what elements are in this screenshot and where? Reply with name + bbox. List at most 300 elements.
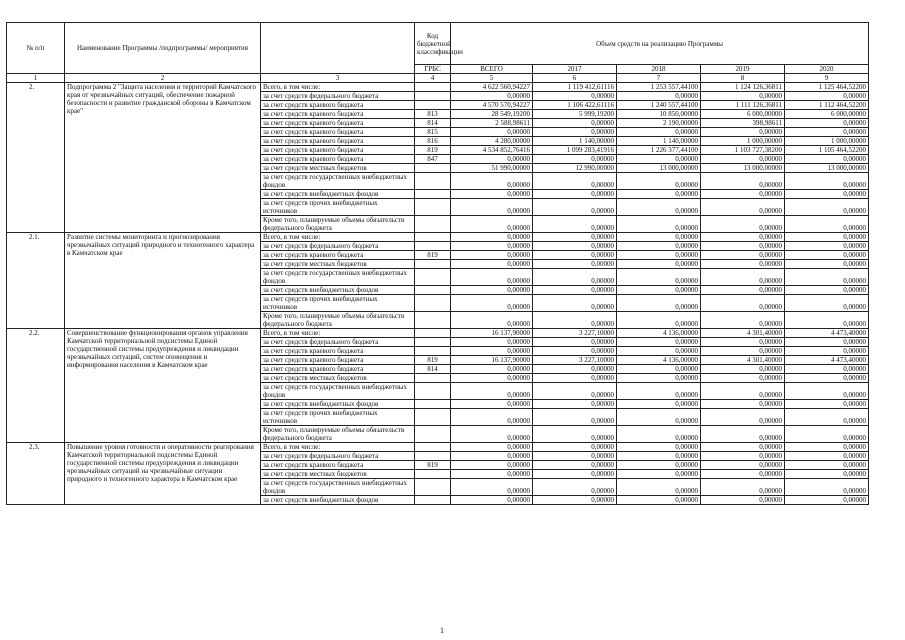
amount-total: 0,00000 bbox=[451, 269, 533, 286]
header-year: 2019 bbox=[701, 65, 785, 74]
amount-year: 0,00000 bbox=[617, 128, 701, 137]
amount-year: 0,00000 bbox=[785, 199, 869, 216]
grbs-code bbox=[415, 199, 451, 216]
amount-year: 0,00000 bbox=[701, 338, 785, 347]
amount-total: 0,00000 bbox=[451, 242, 533, 251]
funding-source: за счет средств краевого бюджета bbox=[261, 128, 415, 137]
amount-total: 16 137,90000 bbox=[451, 356, 533, 365]
grbs-code: 816 bbox=[415, 137, 451, 146]
header-source bbox=[261, 23, 415, 74]
grbs-code bbox=[415, 216, 451, 233]
grbs-code bbox=[415, 426, 451, 443]
amount-total: 2 588,98611 bbox=[451, 119, 533, 128]
amount-year: 13 000,00000 bbox=[785, 164, 869, 173]
amount-total: 0,00000 bbox=[451, 400, 533, 409]
header-grbs: ГРБС bbox=[415, 65, 451, 74]
amount-year: 0,00000 bbox=[701, 312, 785, 329]
amount-total: 0,00000 bbox=[451, 365, 533, 374]
amount-total: 0,00000 bbox=[451, 409, 533, 426]
amount-total: 0,00000 bbox=[451, 251, 533, 260]
amount-year: 1 103 727,38200 bbox=[701, 146, 785, 155]
table-row bbox=[7, 233, 869, 242]
amount-total: 0,00000 bbox=[451, 260, 533, 269]
amount-year: 0,00000 bbox=[785, 216, 869, 233]
amount-year: 0,00000 bbox=[785, 173, 869, 190]
grbs-code bbox=[415, 479, 451, 496]
amount-year: 0,00000 bbox=[617, 374, 701, 383]
amount-year: 0,00000 bbox=[533, 383, 617, 400]
amount-total: 0,00000 bbox=[451, 461, 533, 470]
column-index: 3 bbox=[261, 74, 415, 83]
amount-year: 0,00000 bbox=[785, 426, 869, 443]
amount-total: 0,00000 bbox=[451, 216, 533, 233]
amount-year: 4 301,40000 bbox=[701, 356, 785, 365]
amount-year: 0,00000 bbox=[617, 173, 701, 190]
amount-year: 0,00000 bbox=[701, 409, 785, 426]
grbs-code bbox=[415, 443, 451, 452]
amount-year: 0,00000 bbox=[785, 190, 869, 199]
amount-total: 0,00000 bbox=[451, 347, 533, 356]
funding-source: Кроме того, планируемые объемы обязательств федерального бюджета bbox=[261, 312, 415, 329]
amount-year: 0,00000 bbox=[785, 260, 869, 269]
grbs-code: 819 bbox=[415, 251, 451, 260]
amount-year: 0,00000 bbox=[617, 338, 701, 347]
amount-year: 0,00000 bbox=[701, 400, 785, 409]
column-index: 5 bbox=[451, 74, 533, 83]
amount-year: 0,00000 bbox=[617, 260, 701, 269]
amount-year: 0,00000 bbox=[785, 242, 869, 251]
amount-year: 0,00000 bbox=[701, 365, 785, 374]
table-body bbox=[7, 83, 869, 505]
column-index: 7 bbox=[617, 74, 701, 83]
amount-total: 0,00000 bbox=[451, 286, 533, 295]
funding-source: за счет средств федерального бюджета bbox=[261, 452, 415, 461]
amount-total: 0,00000 bbox=[451, 496, 533, 505]
amount-year: 0,00000 bbox=[701, 155, 785, 164]
amount-year: 0,00000 bbox=[701, 295, 785, 312]
amount-total: 0,00000 bbox=[451, 452, 533, 461]
grbs-code: 814 bbox=[415, 365, 451, 374]
amount-year: 0,00000 bbox=[785, 92, 869, 101]
amount-year: 0,00000 bbox=[533, 242, 617, 251]
amount-year: 0,00000 bbox=[533, 461, 617, 470]
funding-source: за счет средств местных бюджетов bbox=[261, 374, 415, 383]
amount-year: 0,00000 bbox=[533, 426, 617, 443]
funding-source: за счет средств местных бюджетов bbox=[261, 164, 415, 173]
grbs-code bbox=[415, 470, 451, 479]
amount-year: 0,00000 bbox=[617, 190, 701, 199]
program-funding-table bbox=[6, 22, 869, 505]
amount-total: 0,00000 bbox=[451, 479, 533, 496]
item-number: 2.3. bbox=[7, 443, 65, 505]
amount-total: 0,00000 bbox=[451, 155, 533, 164]
amount-year: 0,00000 bbox=[533, 128, 617, 137]
amount-year: 0,00000 bbox=[533, 470, 617, 479]
amount-year: 0,00000 bbox=[785, 452, 869, 461]
amount-year: 1 140,00000 bbox=[617, 137, 701, 146]
funding-source: Всего, в том числе: bbox=[261, 233, 415, 242]
funding-source: за счет средств краевого бюджета bbox=[261, 461, 415, 470]
amount-year: 0,00000 bbox=[617, 383, 701, 400]
amount-year: 0,00000 bbox=[701, 269, 785, 286]
amount-year: 0,00000 bbox=[617, 470, 701, 479]
amount-year: 0,00000 bbox=[533, 155, 617, 164]
amount-year: 0,00000 bbox=[701, 443, 785, 452]
amount-year: 0,00000 bbox=[701, 383, 785, 400]
amount-year: 0,00000 bbox=[533, 233, 617, 242]
amount-year: 1 226 377,44100 bbox=[617, 146, 701, 155]
amount-year: 0,00000 bbox=[701, 251, 785, 260]
amount-total: 0,00000 bbox=[451, 92, 533, 101]
funding-source: за счет средств краевого бюджета bbox=[261, 347, 415, 356]
funding-source: Всего, в том числе: bbox=[261, 83, 415, 92]
page-number: 1 bbox=[440, 626, 444, 635]
grbs-code bbox=[415, 233, 451, 242]
amount-year: 0,00000 bbox=[533, 119, 617, 128]
funding-source: за счет средств местных бюджетов bbox=[261, 470, 415, 479]
amount-year: 0,00000 bbox=[785, 312, 869, 329]
amount-year: 6 000,00000 bbox=[785, 110, 869, 119]
amount-year: 0,00000 bbox=[701, 286, 785, 295]
amount-year: 13 000,00000 bbox=[701, 164, 785, 173]
amount-year: 0,00000 bbox=[617, 92, 701, 101]
amount-year: 1 106 422,61116 bbox=[533, 101, 617, 110]
amount-year: 0,00000 bbox=[533, 365, 617, 374]
amount-year: 0,00000 bbox=[533, 269, 617, 286]
grbs-code bbox=[415, 92, 451, 101]
amount-total: 28 549,19200 bbox=[451, 110, 533, 119]
amount-total: 4 622 560,94227 bbox=[451, 83, 533, 92]
grbs-code bbox=[415, 496, 451, 505]
funding-source: за счет средств прочих внебюджетных источников bbox=[261, 409, 415, 426]
amount-year: 0,00000 bbox=[533, 400, 617, 409]
table-row bbox=[7, 443, 869, 452]
funding-source: за счет средств краевого бюджета bbox=[261, 110, 415, 119]
amount-year: 0,00000 bbox=[533, 173, 617, 190]
grbs-code: 813 bbox=[415, 110, 451, 119]
table-row bbox=[7, 83, 869, 92]
grbs-code bbox=[415, 190, 451, 199]
amount-year: 0,00000 bbox=[701, 496, 785, 505]
header-total: ВСЕГО bbox=[451, 65, 533, 74]
funding-source: за счет средств краевого бюджета bbox=[261, 356, 415, 365]
amount-total: 0,00000 bbox=[451, 443, 533, 452]
funding-source: за счет средств краевого бюджета bbox=[261, 365, 415, 374]
funding-source: за счет средств краевого бюджета bbox=[261, 155, 415, 164]
funding-source: за счет средств федерального бюджета bbox=[261, 92, 415, 101]
amount-year: 0,00000 bbox=[617, 452, 701, 461]
amount-year: 0,00000 bbox=[617, 269, 701, 286]
amount-total: 0,00000 bbox=[451, 190, 533, 199]
amount-year: 3 227,10000 bbox=[533, 356, 617, 365]
amount-year: 1 124 126,36811 bbox=[701, 83, 785, 92]
amount-total: 51 990,00000 bbox=[451, 164, 533, 173]
amount-year: 0,00000 bbox=[701, 173, 785, 190]
amount-year: 4 301,40000 bbox=[701, 329, 785, 338]
table-header bbox=[7, 23, 869, 83]
grbs-code bbox=[415, 295, 451, 312]
grbs-code bbox=[415, 383, 451, 400]
amount-year: 0,00000 bbox=[617, 496, 701, 505]
amount-year: 0,00000 bbox=[701, 92, 785, 101]
amount-year: 1 105 464,52200 bbox=[785, 146, 869, 155]
amount-year: 0,00000 bbox=[701, 470, 785, 479]
funding-source: за счет средств государственных внебюджетных фондов bbox=[261, 269, 415, 286]
funding-source: за счет средств краевого бюджета bbox=[261, 251, 415, 260]
amount-year: 0,00000 bbox=[701, 374, 785, 383]
amount-year: 0,00000 bbox=[617, 295, 701, 312]
amount-year: 13 000,00000 bbox=[617, 164, 701, 173]
funding-source: за счет средств внебюджетных фондов bbox=[261, 496, 415, 505]
grbs-code bbox=[415, 374, 451, 383]
amount-total: 16 137,90000 bbox=[451, 329, 533, 338]
header-num: № п/п bbox=[7, 23, 65, 74]
amount-year: 0,00000 bbox=[617, 479, 701, 496]
amount-year: 1 253 557,44100 bbox=[617, 83, 701, 92]
amount-year: 0,00000 bbox=[701, 479, 785, 496]
grbs-code: 847 bbox=[415, 155, 451, 164]
program-name: Совершенствование функционирования органов управления Камчатской территориальной подсистемы Единой государственной системы предупреждения и ликвидации чрезвычайных ситуаций, систем оповещения и информирования населения в Камчатском крае bbox=[65, 329, 261, 443]
amount-year: 1 119 412,61116 bbox=[533, 83, 617, 92]
amount-year: 0,00000 bbox=[617, 365, 701, 374]
amount-year: 0,00000 bbox=[701, 216, 785, 233]
item-number: 2.1. bbox=[7, 233, 65, 329]
amount-year: 0,00000 bbox=[617, 461, 701, 470]
header-year: 2018 bbox=[617, 65, 701, 74]
header-volume: Объем средств на реализацию Программы bbox=[451, 23, 869, 65]
amount-year: 0,00000 bbox=[785, 295, 869, 312]
amount-year: 0,00000 bbox=[617, 426, 701, 443]
funding-source: за счет средств государственных внебюджетных фондов bbox=[261, 479, 415, 496]
column-index: 2 bbox=[65, 74, 261, 83]
amount-year: 0,00000 bbox=[533, 347, 617, 356]
amount-year: 0,00000 bbox=[617, 199, 701, 216]
program-name: Подпрограмма 2 "Защита населения и территорий Камчатского края от чрезвычайных ситуаций, обеспечение пожарной безопасности и развитие гражданской обороны в Камчатском крае" bbox=[65, 83, 261, 233]
amount-year: 1 099 283,41916 bbox=[533, 146, 617, 155]
amount-total: 0,00000 bbox=[451, 374, 533, 383]
column-index: 4 bbox=[415, 74, 451, 83]
column-index: 9 bbox=[785, 74, 869, 83]
grbs-code bbox=[415, 329, 451, 338]
header-year: 2020 bbox=[785, 65, 869, 74]
amount-total: 0,00000 bbox=[451, 383, 533, 400]
amount-year: 10 850,00000 bbox=[617, 110, 701, 119]
amount-year: 0,00000 bbox=[785, 251, 869, 260]
amount-total: 0,00000 bbox=[451, 173, 533, 190]
funding-source: за счет средств местных бюджетов bbox=[261, 260, 415, 269]
amount-year: 3 227,10000 bbox=[533, 329, 617, 338]
amount-year: 0,00000 bbox=[785, 461, 869, 470]
amount-year: 1 140,00000 bbox=[533, 137, 617, 146]
amount-year: 0,00000 bbox=[533, 443, 617, 452]
amount-year: 1 240 557,44100 bbox=[617, 101, 701, 110]
column-index: 8 bbox=[701, 74, 785, 83]
header-year: 2017 bbox=[533, 65, 617, 74]
amount-year: 0,00000 bbox=[785, 338, 869, 347]
amount-year: 0,00000 bbox=[785, 374, 869, 383]
grbs-code: 819 bbox=[415, 146, 451, 155]
amount-year: 0,00000 bbox=[533, 479, 617, 496]
amount-year: 1 000,00000 bbox=[701, 137, 785, 146]
funding-source: за счет средств государственных внебюджетных фондов bbox=[261, 173, 415, 190]
amount-total: 0,00000 bbox=[451, 426, 533, 443]
funding-source: Кроме того, планируемые объемы обязательств федерального бюджета bbox=[261, 426, 415, 443]
amount-year: 1 000,00000 bbox=[785, 137, 869, 146]
program-name: Развитие системы мониторинга и прогнозирования чрезвычайных ситуаций природного и техногенного характера в Камчатском крае bbox=[65, 233, 261, 329]
amount-year: 0,00000 bbox=[785, 496, 869, 505]
amount-total: 0,00000 bbox=[451, 312, 533, 329]
grbs-code bbox=[415, 452, 451, 461]
amount-year: 0,00000 bbox=[533, 409, 617, 426]
amount-year: 4 136,00000 bbox=[617, 329, 701, 338]
amount-year: 0,00000 bbox=[533, 286, 617, 295]
amount-year: 0,00000 bbox=[785, 155, 869, 164]
program-name: Повышение уровня готовности и оперативности реагирования Камчатской территориальной подсистемы Единой государственной системы предупреждения и ликвидации чрезвычайных ситуаций на чрезвычайные ситуации природного и техногенного характера в Камчатском крае bbox=[65, 443, 261, 505]
funding-source: за счет средств государственных внебюджетных фондов bbox=[261, 383, 415, 400]
grbs-code bbox=[415, 242, 451, 251]
amount-year: 2 190,00000 bbox=[617, 119, 701, 128]
funding-source: за счет средств краевого бюджета bbox=[261, 146, 415, 155]
amount-year: 0,00000 bbox=[533, 452, 617, 461]
column-index: 1 bbox=[7, 74, 65, 83]
amount-year: 0,00000 bbox=[701, 347, 785, 356]
amount-year: 0,00000 bbox=[785, 470, 869, 479]
amount-year: 0,00000 bbox=[785, 383, 869, 400]
amount-year: 0,00000 bbox=[701, 260, 785, 269]
funding-source: за счет средств прочих внебюджетных источников bbox=[261, 295, 415, 312]
funding-source: за счет средств федерального бюджета bbox=[261, 338, 415, 347]
amount-total: 4 534 852,76416 bbox=[451, 146, 533, 155]
funding-source: за счет средств прочих внебюджетных источников bbox=[261, 199, 415, 216]
amount-year: 4 473,40000 bbox=[785, 356, 869, 365]
amount-year: 0,00000 bbox=[785, 347, 869, 356]
amount-year: 0,00000 bbox=[785, 233, 869, 242]
amount-year: 0,00000 bbox=[617, 242, 701, 251]
amount-year: 12 990,00000 bbox=[533, 164, 617, 173]
grbs-code bbox=[415, 338, 451, 347]
amount-total: 4 280,00000 bbox=[451, 137, 533, 146]
amount-year: 0,00000 bbox=[701, 452, 785, 461]
amount-year: 0,00000 bbox=[533, 199, 617, 216]
grbs-code bbox=[415, 269, 451, 286]
amount-total: 0,00000 bbox=[451, 128, 533, 137]
amount-total: 0,00000 bbox=[451, 199, 533, 216]
amount-year: 0,00000 bbox=[785, 286, 869, 295]
amount-year: 0,00000 bbox=[533, 312, 617, 329]
amount-year: 0,00000 bbox=[617, 251, 701, 260]
grbs-code: 819 bbox=[415, 461, 451, 470]
amount-year: 0,00000 bbox=[785, 269, 869, 286]
grbs-code bbox=[415, 400, 451, 409]
amount-year: 0,00000 bbox=[533, 251, 617, 260]
grbs-code bbox=[415, 173, 451, 190]
amount-year: 0,00000 bbox=[785, 409, 869, 426]
table-row bbox=[7, 329, 869, 338]
amount-total: 0,00000 bbox=[451, 233, 533, 242]
grbs-code bbox=[415, 83, 451, 92]
grbs-code bbox=[415, 347, 451, 356]
amount-year: 0,00000 bbox=[701, 233, 785, 242]
funding-source: Всего, в том числе: bbox=[261, 329, 415, 338]
amount-year: 0,00000 bbox=[785, 400, 869, 409]
grbs-code bbox=[415, 164, 451, 173]
amount-year: 0,00000 bbox=[617, 347, 701, 356]
funding-source: за счет средств краевого бюджета bbox=[261, 137, 415, 146]
amount-year: 0,00000 bbox=[617, 216, 701, 233]
grbs-code: 815 bbox=[415, 128, 451, 137]
funding-source: за счет средств краевого бюджета bbox=[261, 101, 415, 110]
grbs-code bbox=[415, 286, 451, 295]
amount-year: 0,00000 bbox=[701, 426, 785, 443]
funding-source: Кроме того, планируемые объемы обязательств федерального бюджета bbox=[261, 216, 415, 233]
amount-year: 1 111 126,36811 bbox=[701, 101, 785, 110]
amount-year: 1 112 464,52200 bbox=[785, 101, 869, 110]
amount-year: 0,00000 bbox=[701, 199, 785, 216]
amount-year: 5 999,19200 bbox=[533, 110, 617, 119]
funding-source: за счет средств внебюджетных фондов bbox=[261, 190, 415, 199]
amount-year: 1 125 464,52200 bbox=[785, 83, 869, 92]
amount-total: 0,00000 bbox=[451, 338, 533, 347]
column-index: 6 bbox=[533, 74, 617, 83]
funding-source: за счет средств внебюджетных фондов bbox=[261, 400, 415, 409]
amount-year: 0,00000 bbox=[617, 409, 701, 426]
amount-year: 0,00000 bbox=[617, 312, 701, 329]
amount-year: 0,00000 bbox=[617, 443, 701, 452]
amount-year: 0,00000 bbox=[785, 128, 869, 137]
amount-year: 0,00000 bbox=[533, 190, 617, 199]
amount-year: 0,00000 bbox=[617, 286, 701, 295]
amount-year: 0,00000 bbox=[701, 128, 785, 137]
amount-year: 0,00000 bbox=[785, 443, 869, 452]
amount-year: 0,00000 bbox=[785, 479, 869, 496]
header-code: Код бюджетной классификации bbox=[415, 23, 451, 65]
grbs-code bbox=[415, 260, 451, 269]
amount-year: 0,00000 bbox=[533, 496, 617, 505]
item-number: 2.2. bbox=[7, 329, 65, 443]
amount-year: 0,00000 bbox=[701, 242, 785, 251]
amount-year: 4 136,00000 bbox=[617, 356, 701, 365]
amount-year: 0,00000 bbox=[533, 338, 617, 347]
item-number: 2. bbox=[7, 83, 65, 233]
amount-year: 0,00000 bbox=[533, 295, 617, 312]
amount-year: 398,98611 bbox=[701, 119, 785, 128]
funding-source: за счет средств внебюджетных фондов bbox=[261, 286, 415, 295]
amount-year: 0,00000 bbox=[617, 400, 701, 409]
amount-year: 0,00000 bbox=[533, 92, 617, 101]
amount-year: 6 000,00000 bbox=[701, 110, 785, 119]
funding-source: за счет средств краевого бюджета bbox=[261, 119, 415, 128]
amount-year: 4 473,40000 bbox=[785, 329, 869, 338]
grbs-code: 814 bbox=[415, 119, 451, 128]
grbs-code bbox=[415, 101, 451, 110]
amount-year: 0,00000 bbox=[701, 190, 785, 199]
funding-source: за счет средств федерального бюджета bbox=[261, 242, 415, 251]
grbs-code: 819 bbox=[415, 356, 451, 365]
amount-total: 4 570 570,94227 bbox=[451, 101, 533, 110]
amount-total: 0,00000 bbox=[451, 470, 533, 479]
amount-year: 0,00000 bbox=[617, 155, 701, 164]
grbs-code bbox=[415, 312, 451, 329]
amount-year: 0,00000 bbox=[701, 461, 785, 470]
amount-year: 0,00000 bbox=[533, 260, 617, 269]
grbs-code bbox=[415, 409, 451, 426]
amount-year: 0,00000 bbox=[785, 119, 869, 128]
funding-source: Всего, в том числе: bbox=[261, 443, 415, 452]
header-name: Наименование Программы /подпрограммы/ мероприятия bbox=[65, 23, 261, 74]
amount-year: 0,00000 bbox=[533, 374, 617, 383]
column-index-row bbox=[7, 74, 869, 83]
amount-year: 0,00000 bbox=[533, 216, 617, 233]
